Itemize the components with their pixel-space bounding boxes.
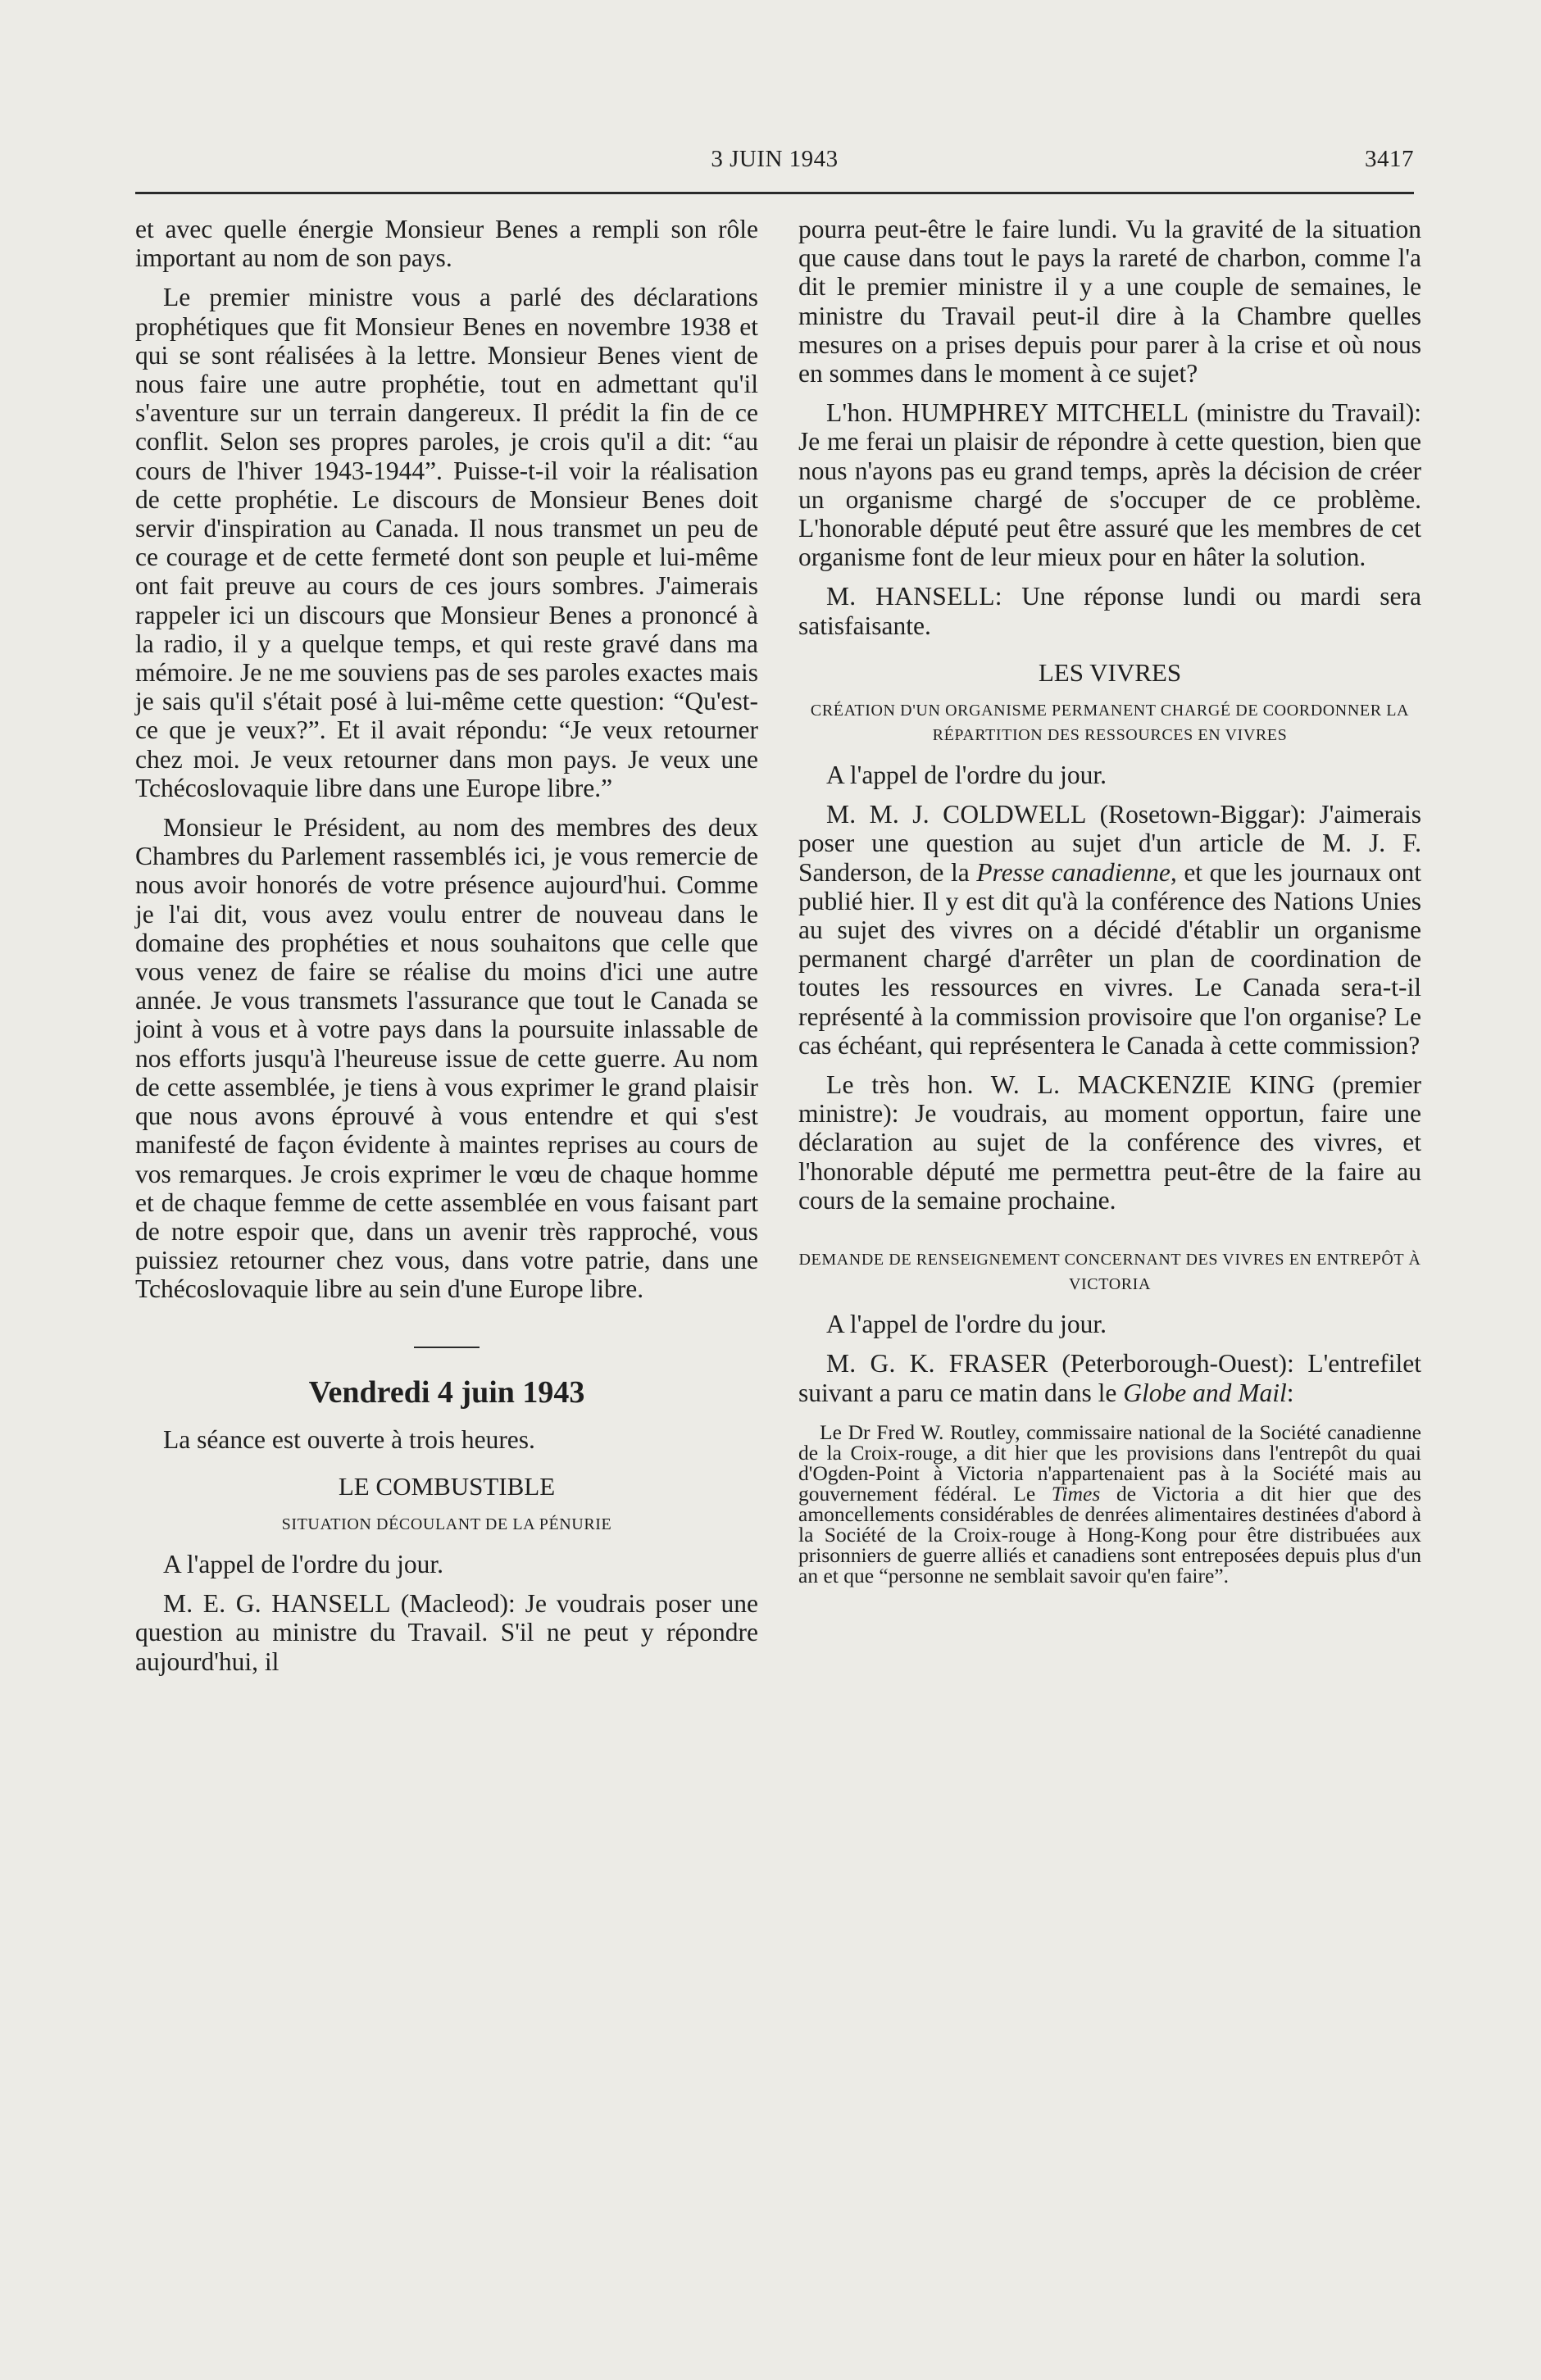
speech-hansell-2 — [798, 582, 1421, 639]
left-paragraph-3: Monsieur le Président, au nom des membres des deux Chambres du Parlement rassemblés ici, je vous remercie de nous avoir honorés de votre présence aujourd'hui. Comme je l'ai dit, vous avez voulu entrer de nouveau dans le domaine des prophéties et nous souhaitons que celle que vous venez de faire se réalise du moins d'ici une autre année. Je vous transmets l'assurance que tout le Canada se joint à vous et à votre pays dans la poursuite inlassable de nos efforts jusqu'à l'heureuse issue de cette guerre. Au nom de cette assemblée, je tiens à vous exprimer le grand plaisir que nous avons éprouvé à vous entendre et qui s'est manifesté de façon évidente à maintes reprises au cours de vos remarques. Je crois exprimer le vœu de chaque homme et de chaque femme de cette assemblée en vous faisant part de notre espoir que, dans un avenir très rapproché, vous puissiez retourner chez vous, dans votre patrie, dans une Tchécoslovaquie libre au sein d'une Europe libre. — [135, 813, 758, 1304]
section-divider — [414, 1347, 480, 1348]
speech-hansell-text: (Macleod): Je voudrais poser une question au ministre du Travail. S'il ne peut y répondre aujourd'hui, il — [135, 1589, 758, 1676]
header-rule — [135, 192, 1414, 194]
left-paragraph-1: et avec quelle énergie Monsieur Benes a rempli son rôle important au nom de son pays. — [135, 215, 758, 273]
sitting-opening: La séance est ouverte à trois heures. — [163, 1424, 535, 1454]
speech-fraser — [798, 1349, 1421, 1406]
speaker-fraser: M. G. K. FRASER — [826, 1349, 1048, 1378]
quote-italic: Times — [1051, 1481, 1101, 1506]
left-paragraph-2: Le premier ministre vous a parlé des déclarations prophétiques que fit Monsieur Benes en novembre 1938 et qui se sont réalisées à la lettre. Monsieur Benes vient de nous faire une autre prophétie, tout en admettant qu'il s'aventure sur un terrain dangereux. Il prédit la fin de ce conflit. Selon ses propres paroles, je crois qu'il a dit: “au cours de l'hiver 1943-1944”. Puisse-t-il voir la réalisation de cette prophétie. Le discours de Monsieur Benes doit servir d'inspiration au Canada. Il nous transmet un peu de ce courage et de cette fermeté dont son peuple et lui-même ont fait preuve au cours de ces jours sombres. J'aimerais rappeler ici un discours que Monsieur Benes a prononcé à la radio, il y a quelque temps, et qui reste gravé dans ma mémoire. Je ne me souviens pas de ses paroles exactes mais je sais qu'il s'était posé à lui-même cette question: “Qu'est-ce que je veux?”. Et il avait répondu: “Je veux retourner chez moi. Je veux retourner dans mon pays. Je veux une Tchécoslovaquie libre dans une Europe libre.” — [135, 283, 758, 802]
right-paragraph-1: pourra peut-être le faire lundi. Vu la gravité de la situation que cause dans tout le pays la rareté de charbon, comme l'a dit le premier ministre il y a une couple de semaines, le ministre du Travail peut-il dire à la Chambre quelles mesures on a prises depuis pour parer à la crise et où nous en sommes dans le moment à ce sujet? — [798, 215, 1421, 388]
order-of-day-3: A l'appel de l'ordre du jour. — [826, 1310, 1107, 1339]
speaker-hansell: M. E. G. HANSELL — [163, 1589, 391, 1619]
speaker-mitchell: L'hon. HUMPHREY MITCHELL — [826, 398, 1189, 428]
speech-hansell-2-text: Une réponse lundi ou mardi sera satisfaisante. — [798, 582, 1421, 640]
speaker-coldwell: M. M. J. COLDWELL — [826, 800, 1087, 829]
speech-mitchell-text: (ministre du Travail): Je me ferai un plaisir de répondre à cette question, bien que nous n'ayons pas eu grand temps, après la décision de créer un organisme chargé de s'occuper de ce problème. L'honorable député peut être assuré que les membres de cet organisme font de leur mieux pour en hâter la solution. — [798, 398, 1421, 572]
section-heading-vivres: LES VIVRES — [1038, 657, 1182, 687]
speech-coldwell — [798, 800, 1421, 1060]
speech-mitchell — [798, 398, 1421, 571]
speech-fraser-colon: : — [1286, 1378, 1294, 1407]
speech-fraser-text: (Peterborough-Ouest): L'entrefilet suivant a paru ce matin dans le — [798, 1349, 1421, 1407]
subheading-victoria: DEMANDE DE RENSEIGNEMENT CONCERNANT DES VIVRES EN ENTREPÔT À VICTORIA — [798, 1251, 1421, 1294]
newspaper-quote — [798, 1419, 1421, 1587]
page-number: 3417 — [1365, 146, 1414, 172]
speech-coldwell-text-a: (Rosetown-Biggar): J'aimerais poser une question au sujet d'un article de M. J. F. Sanderson, de la — [798, 800, 1421, 887]
speech-king-text: (premier ministre): Je voudrais, au moment opportun, faire une déclaration au sujet de la conférence des vivres, et l'honorable député me permettra peut-être de la faire au cours de la semaine prochaine. — [798, 1070, 1422, 1215]
right-column — [798, 215, 1421, 1586]
speaker-king: Le très hon. W. L. MACKENZIE KING — [826, 1070, 1316, 1100]
quote-text-b: de Victoria a dit hier que des amoncellements considérables de denrées alimentaires destinées d'abord à la Société de la Croix-rouge à Hong-Kong pour être distribuées aux prisonniers de guerre alliés et canadiens sont entreposées depuis plus d'un an et que “personne ne semblait savoir qu'en faire”. — [798, 1481, 1421, 1587]
speech-coldwell-italic: Presse canadienne, — [976, 857, 1177, 887]
section-heading-combustible: LE COMBUSTIBLE — [338, 1471, 556, 1501]
speech-coldwell-text-b: et que les journaux ont publié hier. Il y est dit qu'à la conférence des Nations Unies au sujet des vivres on a décidé d'établir un organisme permanent chargé d'arrêter un plan de coordination de toutes les ressources en vivres. Le Canada sera-t-il représenté à la commission provisoire que l'on organise? Le cas échéant, qui représentera le Canada à cette commission? — [798, 857, 1422, 1060]
order-of-day-2: A l'appel de l'ordre du jour. — [826, 761, 1107, 790]
subheading-organisme: CRÉATION D'UN ORGANISME PERMANENT CHARGÉ DE COORDONNER LA RÉPARTITION DES RESSOURCES EN VIVRES — [810, 702, 1410, 745]
left-column — [135, 215, 758, 1676]
quote-text-a: Le Dr Fred W. Routley, commissaire national de la Société canadienne de la Croix-rouge, a dit hier que les provisions dans l'entrepôt du quai d'Ogden-Point à Victoria n'appartenaient pas à la Société mais au gouvernement fédéral. Le — [798, 1419, 1421, 1506]
speaker-hansell-2: M. HANSELL: — [826, 582, 1002, 611]
speech-hansell — [135, 1589, 758, 1676]
header-date: 3 JUIN 1943 — [711, 146, 839, 172]
page-header — [135, 139, 1414, 188]
newspaper-name: Globe and Mail — [1123, 1378, 1287, 1407]
order-of-day-1: A l'appel de l'ordre du jour. — [163, 1549, 444, 1578]
subheading-penurie: SITUATION DÉCOULANT DE LA PÉNURIE — [281, 1515, 612, 1533]
speech-king — [798, 1070, 1421, 1215]
sitting-date-heading: Vendredi 4 juin 1943 — [308, 1374, 585, 1410]
